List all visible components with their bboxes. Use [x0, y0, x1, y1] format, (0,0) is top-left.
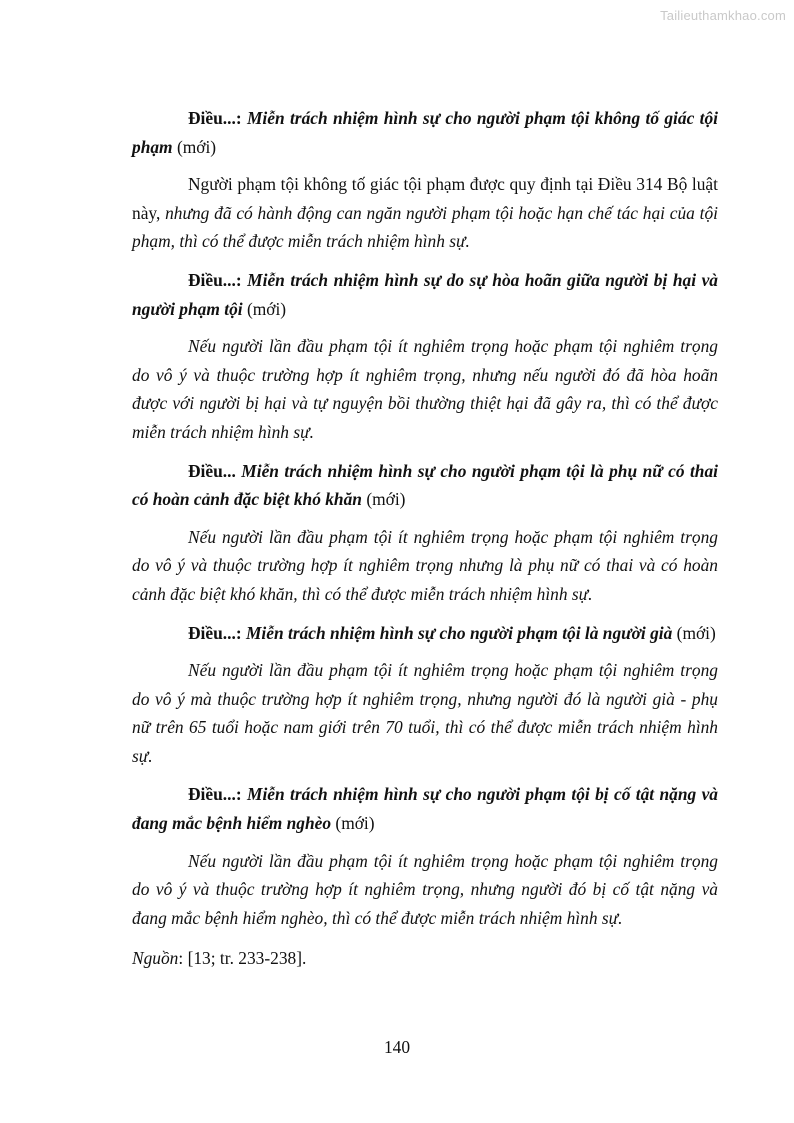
article-5-heading — [132, 780, 718, 837]
article-5-note: (mới) — [331, 813, 375, 834]
article-1-body-italic: nhưng đã có hành động can ngăn người phạm tội hoặc hạn chế tác hại của tội phạm, thì có thể được miễn trách nhiệm hình sự. — [132, 202, 718, 252]
article-1-heading — [132, 104, 718, 161]
source-text: : [13; tr. 233-238]. — [178, 948, 307, 969]
article-3-label: Điều... — [188, 460, 236, 481]
source-citation — [132, 944, 718, 973]
article-1-title: Miễn trách nhiệm hình sự cho người phạm tội không tố giác tội phạm — [132, 108, 718, 157]
source-label: Nguồn — [132, 948, 179, 969]
article-4-body: Nếu người lần đầu phạm tội ít nghiêm trọng hoặc phạm tội nghiêm trọng do vô ý mà thuộc trường hợp ít nghiêm trọng, nhưng người đó là người già - phụ nữ trên 65 tuổi hoặc nam giới trên 70 tuổi, thì có thể được miễn trách nhiệm hình sự. — [132, 660, 718, 766]
article-3-note: (mới) — [361, 489, 406, 510]
article-1-note: (mới) — [172, 136, 217, 157]
article-5-body: Nếu người lần đầu phạm tội ít nghiêm trọng hoặc phạm tội nghiêm trọng do vô ý và thuộc trường hợp ít nghiêm trọng, nhưng người đó bị cố tật nặng và đang mắc bệnh hiểm nghèo, thì có thể được miễn trách nhiệm hình sự. — [132, 850, 718, 928]
article-2-label: Điều...: — [188, 269, 242, 290]
article-4-title: Miễn trách nhiệm hình sự cho người phạm tội là người già — [241, 622, 673, 643]
article-4-label: Điều...: — [188, 622, 242, 643]
article-3-body: Nếu người lần đầu phạm tội ít nghiêm trọng hoặc phạm tội nghiêm trọng do vô ý và thuộc trường hợp ít nghiêm trọng nhưng là phụ nữ có thai và có hoàn cảnh đặc biệt khó khăn, thì có thể được miễn trách nhiệm hình sự. — [132, 526, 718, 604]
watermark-text: Tailieuthamkhao.com — [660, 8, 786, 23]
document-body — [132, 104, 718, 973]
article-3-heading — [132, 457, 718, 514]
article-2-body: Nếu người lần đầu phạm tội ít nghiêm trọng hoặc phạm tội nghiêm trọng do vô ý và thuộc trường hợp ít nghiêm trọng, nhưng nếu người đó đã hòa hoãn được với người bị hại và tự nguyện bồi thường thiệt hại đã gây ra, thì có thể được miễn trách nhiệm hình sự. — [132, 336, 718, 442]
article-5-label: Điều...: — [188, 784, 242, 805]
article-4-heading — [132, 619, 718, 648]
article-4-note: (mới) — [672, 622, 716, 643]
article-1-label: Điều...: — [188, 108, 242, 128]
article-3-title: Miễn trách nhiệm hình sự cho người phạm tội là phụ nữ có thai có hoàn cảnh đặc biệt khó khăn — [132, 460, 718, 510]
article-2-heading — [132, 266, 718, 323]
article-2-note: (mới) — [242, 298, 287, 319]
page-number: 140 — [383, 1037, 411, 1057]
article-5-title: Miễn trách nhiệm hình sự cho người phạm tội bị cố tật nặng và đang mắc bệnh hiểm nghèo — [132, 784, 718, 834]
article-1-body — [132, 170, 718, 256]
article-1-body-plain: Người phạm tội không tố giác tội phạm được quy định tại Điều 314 Bộ luật này, — [132, 174, 718, 223]
article-2-title: Miễn trách nhiệm hình sự do sự hòa hoãn giữa người bị hại và người phạm tội — [132, 269, 718, 319]
